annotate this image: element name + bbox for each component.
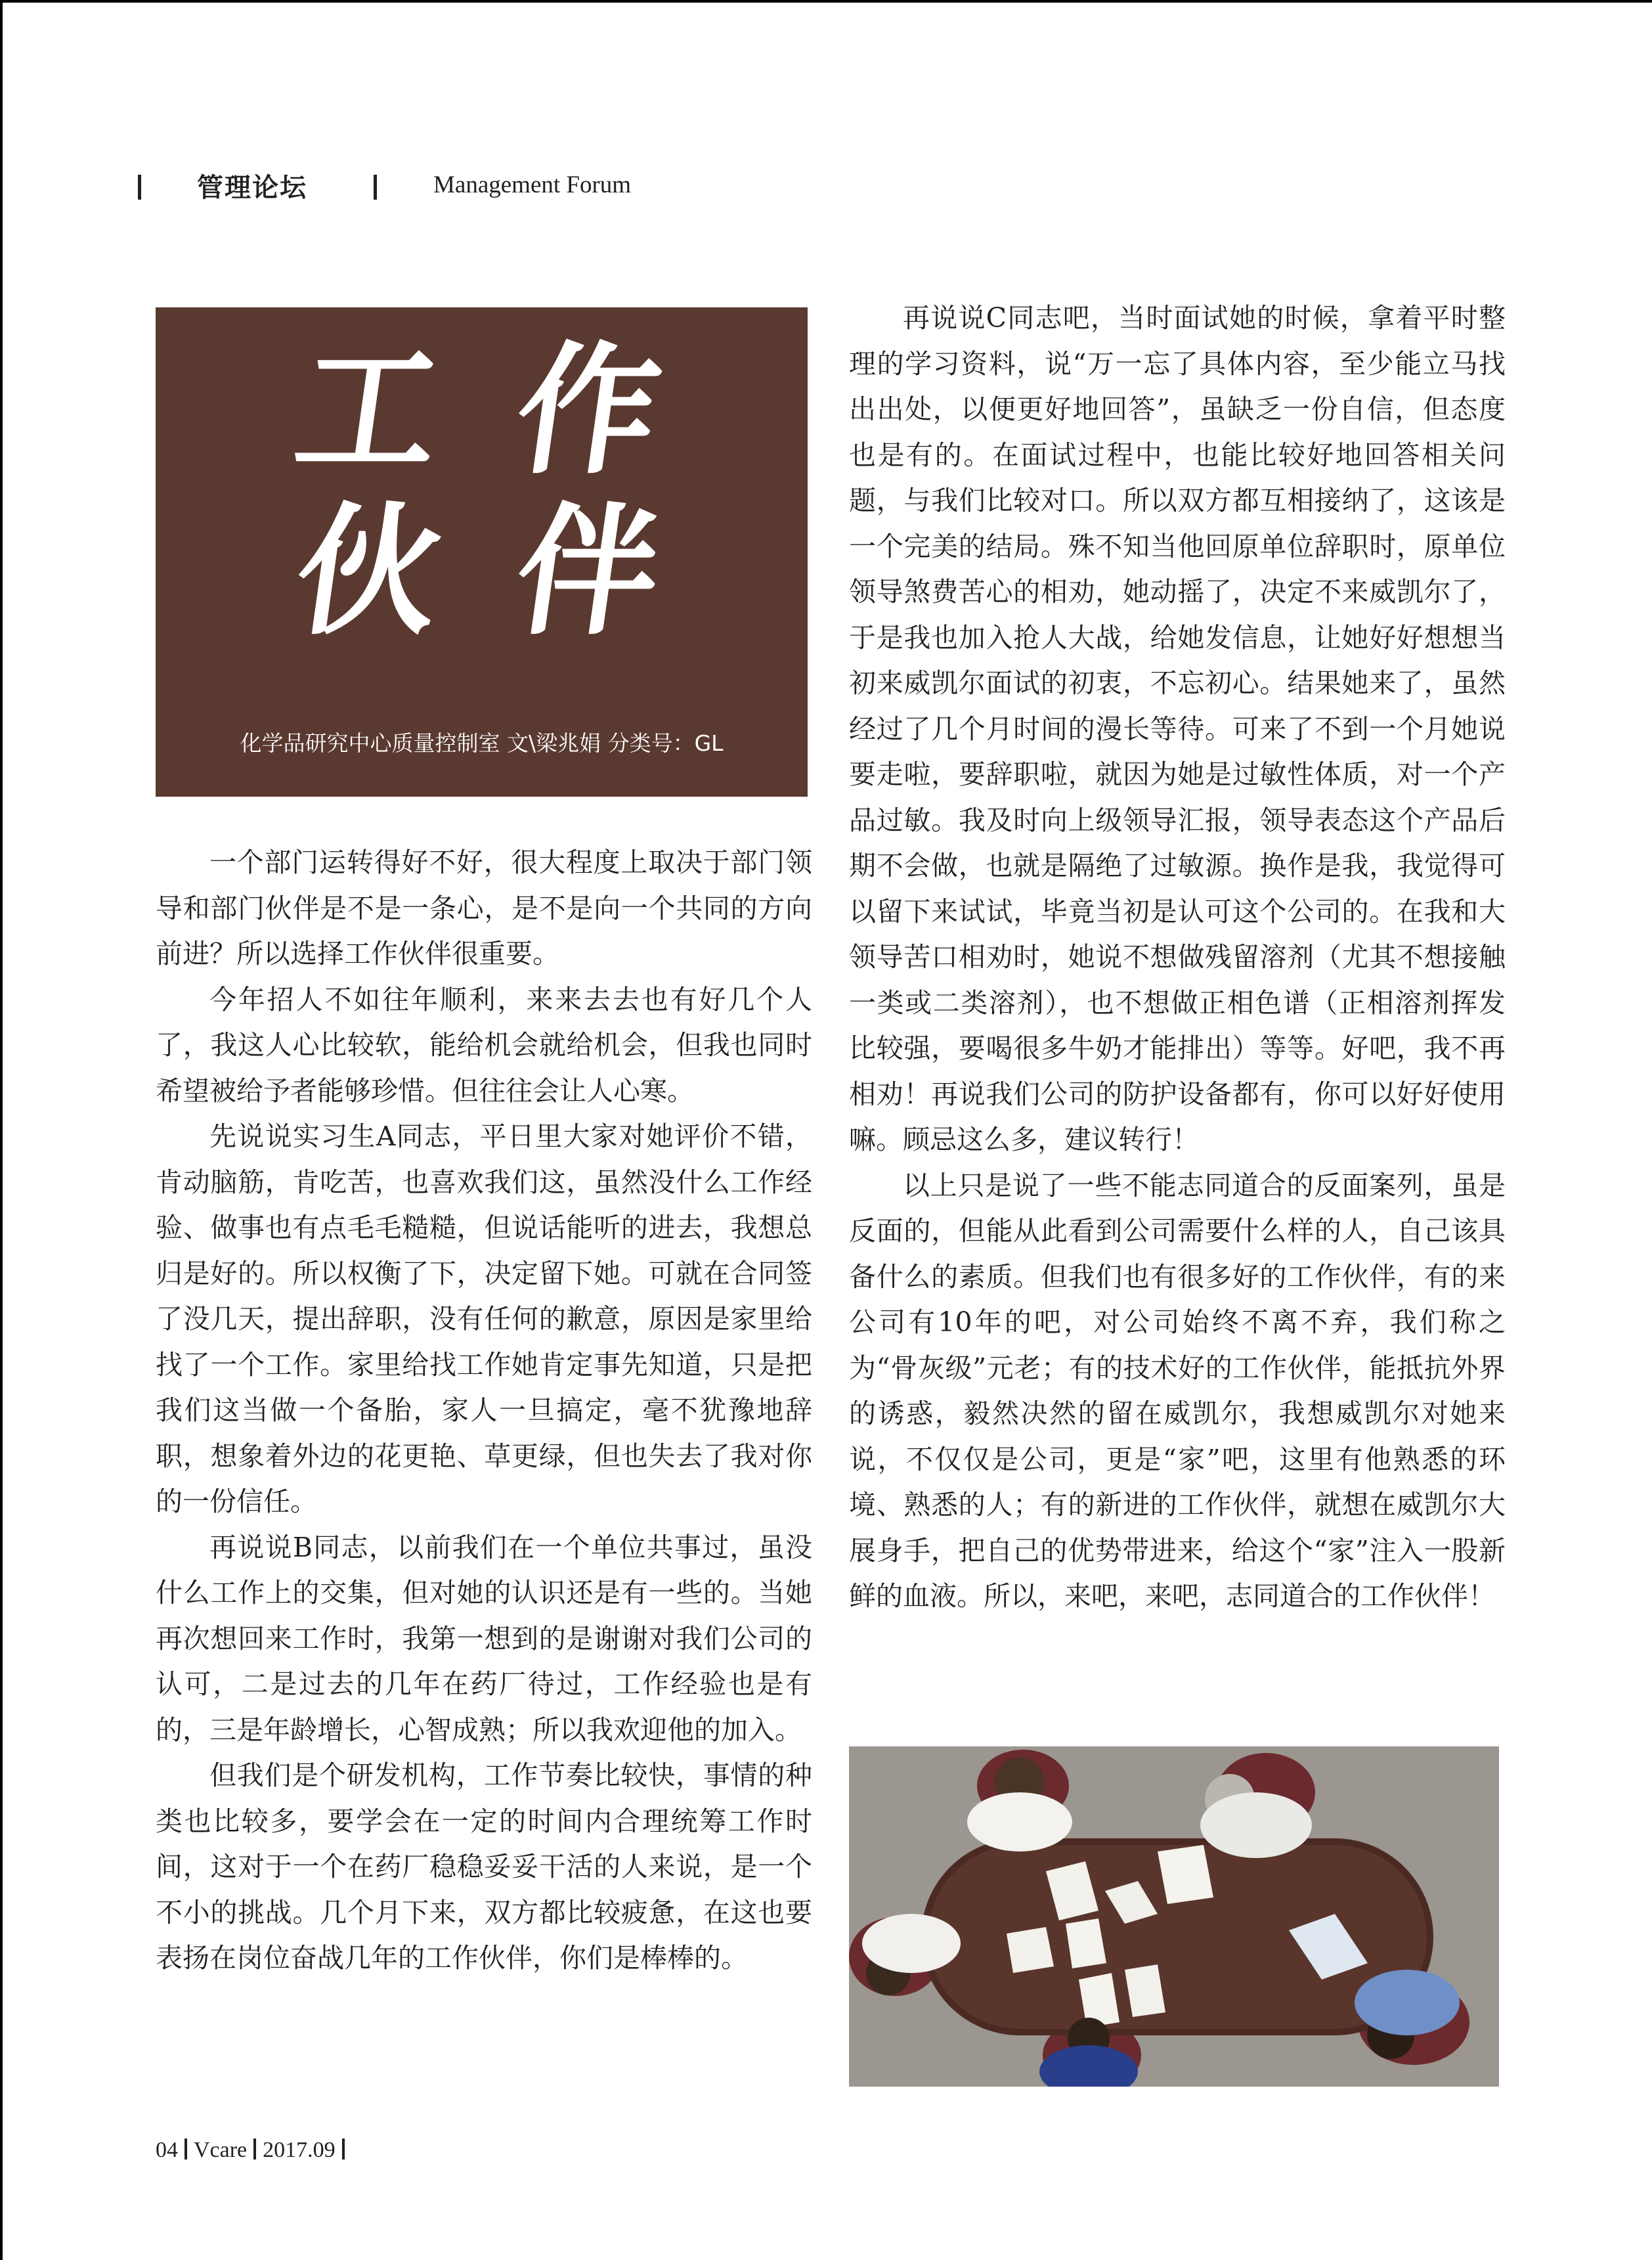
issue-date: 2017.09	[263, 2138, 336, 2162]
article-title-line-1: 工作	[286, 328, 750, 493]
paragraph: 但我们是个研发机构，工作节奏比较快，事情的种类也比较多，要学会在一定的时间内合理统筹工作时间，这对于一个在药厂稳稳妥妥干活的人来说，是一个不小的挑战。几个月下来，双方都比较疲惫，在这也要表扬在岗位奋战几年的工作伙伴，你们是棒棒的。	[156, 1760, 812, 1974]
header-divider	[138, 175, 141, 200]
paragraph: 再说说C同志吧，当时面试她的时候，拿着平时整理的学习资料，说“万一忘了具体内容，至少能立马找出出处，以便更好地回答”，虽缺乏一份自信，但态度也是有的。在面试过程中，也能比较好地回答相关问题，与我们比较对口。所以双方都互相接纳了，这该是一个完美的结局。殊不知当他回原单位辞职时，原单位领导煞费苦心的相劝，她动摇了，决定不来威凯尔了，于是我也加入抢人大战，给她发信息，让她好好想想当初来威凯尔面试的初衷，不忘初心。结果她来了，虽然经过了几个月时间的漫长等待。可来了不到一个月她说要走啦，要辞职啦，就因为她是过敏性体质，对一个产品过敏。我及时向上级领导汇报，领导表态这个产品后期不会做，也就是隔绝了过敏源。换作是我，我觉得可以留下来试试，毕竟当初是认可这个公司的。在我和大领导苦口相劝时，她说不想做残留溶剂（尤其不想接触一类或二类溶剂），也不想做正相色谱（正相溶剂挥发比较强，要喝很多牛奶才能排出）等等。好吧，我不再相劝！再说我们公司的防护设备都有，你可以好好使用嘛。顾忌这么多，建议转行！	[849, 302, 1506, 1155]
right-column	[849, 296, 1506, 1620]
header-divider	[374, 175, 377, 200]
article-byline: 化学品研究中心质量控制室 文\梁兆娟 分类号：GL	[240, 730, 724, 756]
footer-divider	[185, 2138, 187, 2160]
paragraph: 先说说实习生A同志，平日里大家对她评价不错，肯动脑筋，肯吃苦，也喜欢我们这，虽然没什么工作经验、做事也有点毛毛糙糙，但说话能听的进去，我想总归是好的。所以权衡了下，决定留下她。可就在合同签了没几天，提出辞职，没有任何的歉意，原因是家里给找了一个工作。家里给找工作她肯定事先知道，只是把我们这当做一个备胎，家人一旦搞定，毫不犹豫地辞职，想象着外边的花更艳、草更绿，但也失去了我对你的一份信任。	[156, 1120, 812, 1517]
footer-divider	[342, 2138, 345, 2160]
footer-divider	[253, 2138, 256, 2160]
page-edge-top	[0, 0, 1652, 3]
page-footer	[156, 2138, 351, 2163]
left-column	[156, 840, 812, 1982]
page-header	[0, 163, 788, 209]
section-title-en: Management Forum	[433, 171, 632, 198]
paragraph: 再说说B同志，以前我们在一个单位共事过，虽没什么工作上的交集，但对她的认识还是有一些的。当她再次想回来工作时，我第一想到的是谢谢对我们公司的认可，二是过去的几年在药厂待过，工作经验也是有的，三是年龄增长，心智成熟；所以我欢迎他的加入。	[156, 1531, 812, 1746]
meeting-photo	[849, 1746, 1499, 2087]
article-title-box	[156, 307, 808, 797]
paragraph: 今年招人不如往年顺利，来来去去也有好几个人了，我这人心比较软，能给机会就给机会，但我也同时希望被给予者能够珍惜。但往往会让人心寒。	[156, 983, 812, 1107]
paragraph: 一个部门运转得好不好，很大程度上取决于部门领导和部门伙伴是不是一条心，是不是向一个共同的方向前进？所以选择工作伙伴很重要。	[156, 847, 812, 969]
page-number: 04	[156, 2138, 178, 2162]
page-edge-left	[0, 0, 3, 2260]
magazine-name: Vcare	[194, 2138, 248, 2162]
section-title-cn: 管理论坛	[197, 173, 307, 203]
paragraph: 以上只是说了一些不能志同道合的反面案列，虽是反面的，但能从此看到公司需要什么样的人，自己该具备什么的素质。但我们也有很多好的工作伙伴，有的来公司有10年的吧，对公司始终不离不弃，我们称之为“骨灰级”元老；有的技术好的工作伙伴，能抵抗外界的诱惑，毅然决然的留在威凯尔，我想威凯尔对她来说，不仅仅是公司，更是“家”吧，这里有他熟悉的环境、熟悉的人；有的新进的工作伙伴，就想在威凯尔大展身手，把自己的优势带进来，给这个“家”注入一股新鲜的血液。所以，来吧，来吧，志同道合的工作伙伴！	[849, 1169, 1506, 1612]
article-title-line-2: 伙伴	[286, 489, 750, 654]
